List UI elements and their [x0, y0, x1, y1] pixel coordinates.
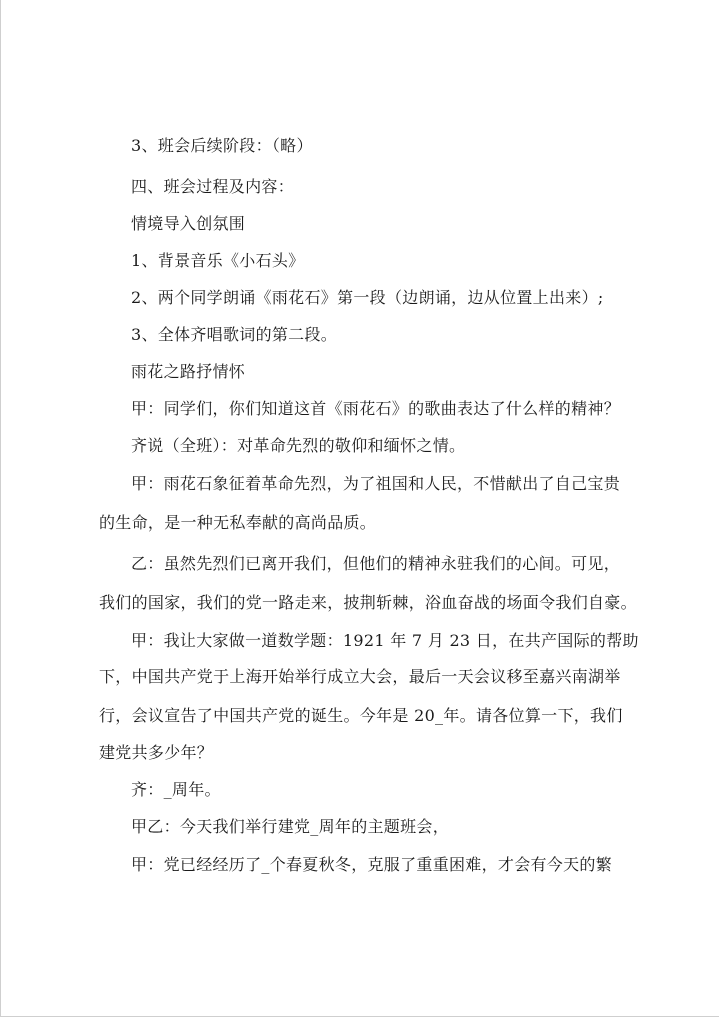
- text-line: 3、全体齐唱歌词的第二段。: [131, 325, 338, 344]
- text-line: 甲：同学们，你们知道这首《雨花石》的歌曲表达了什么样的精神？: [131, 399, 621, 418]
- text-line: 乙：虽然先烈们已离开我们，但他们的精神永驻我们的心间。可见，: [131, 554, 621, 573]
- text-line: 1、背景音乐《小石头》: [131, 251, 305, 270]
- text-line: 甲乙：今天我们举行建党_周年的主题班会，: [131, 817, 450, 836]
- text-line: 我们的国家，我们的党一路走来，披荆斩棘，浴血奋战的场面令我们自豪。: [99, 593, 637, 612]
- text-line: 3、班会后续阶段：（略）: [131, 136, 313, 155]
- text-line: 情境导入创氛围: [131, 214, 246, 233]
- text-line: 的生命，是一种无私奉献的高尚品质。: [99, 513, 377, 532]
- text-line: 雨花之路抒情怀: [131, 362, 246, 381]
- text-line: 行，会议宣告了中国共产党的诞生。今年是 20_年。请各位算一下，我们: [99, 706, 623, 725]
- text-line: 甲：我让大家做一道数学题：1921 年 7 月 23 日，在共产国际的帮助: [131, 631, 639, 650]
- text-line: 甲：雨花石象征着革命先烈，为了祖国和人民，不惜献出了自己宝贵: [131, 474, 621, 493]
- text-line: 甲：党已经经历了_个春夏秋冬，克服了重重困难，才会有今天的繁: [131, 855, 613, 874]
- text-line: 四、班会过程及内容：: [131, 177, 295, 196]
- text-line: 齐：_周年。: [131, 780, 221, 799]
- text-line: 2、两个同学朗诵《雨花石》第一段（边朗诵，边从位置上出来）;: [131, 288, 604, 307]
- text-line: 下，中国共产党于上海开始举行成立大会，最后一天会议移至嘉兴南湖举: [99, 667, 621, 686]
- text-line: 建党共多少年？: [99, 743, 214, 762]
- text-line: 齐说（全班）：对革命先烈的敬仰和缅怀之情。: [131, 436, 466, 455]
